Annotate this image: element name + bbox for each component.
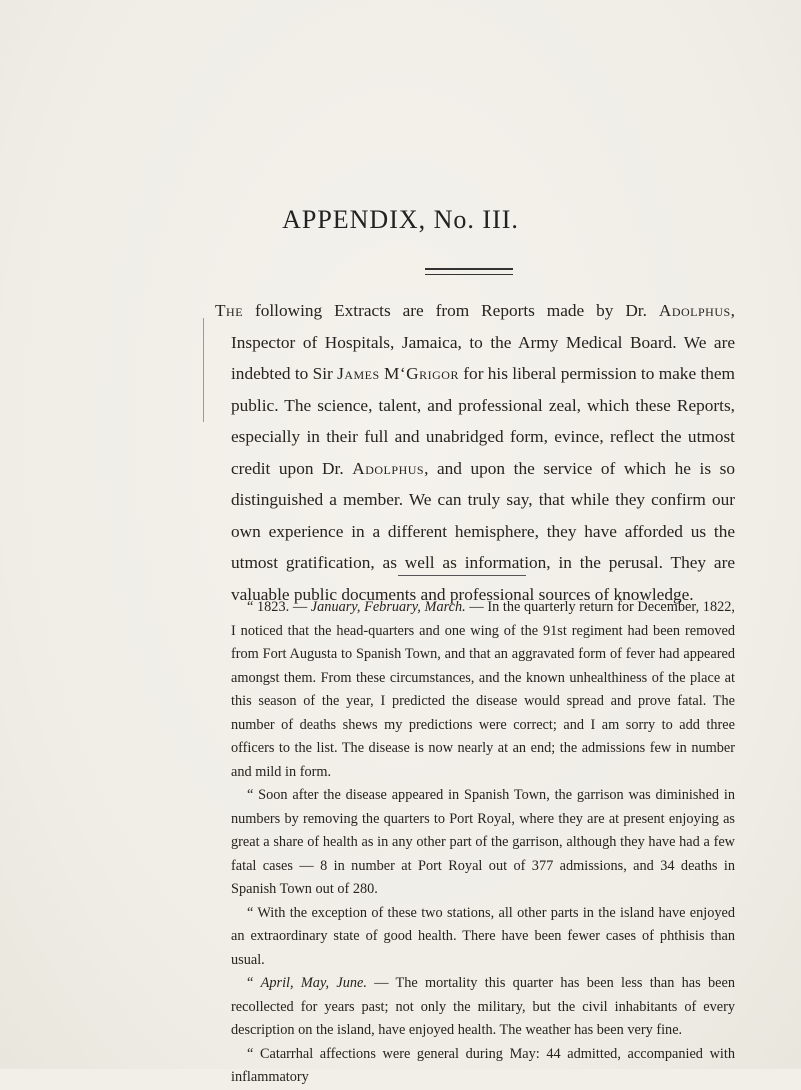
intro-paragraph — [215, 295, 736, 610]
quote-open-4: “ — [247, 975, 261, 991]
double-rule-divider — [425, 268, 513, 275]
section-divider — [398, 575, 526, 576]
extract-text-1: — In the quarterly return for December, 1822, I noticed that the head-quarters and one wing of the 91st regiment had been removed from Fort Augusta to Spanish Town, and that an aggravated form of fever had appeared amongst them. From these circumstances, and the known unhealthiness of the place at this season of the year, I predicted the disease would spread and prove fatal. The number of deaths shews my predictions were correct; and I am sorry to add three officers to the list. The disease is now nearly at an end; the admissions few in number and mild in form. — [231, 599, 735, 780]
name-adolphus: Adolphus — [658, 301, 731, 320]
months-apr-jun: April, May, June. — [260, 975, 367, 991]
months-jan-mar: January, February, March. — [310, 599, 466, 615]
intro-the: The — [215, 301, 244, 320]
report-extract — [231, 596, 735, 1090]
margin-bracket-mark — [203, 318, 209, 422]
name-mgrigor: M‘Grigor — [384, 364, 459, 383]
page-title: APPENDIX, No. III. — [282, 205, 519, 234]
intro-text-4: for his liberal permission to make them public. The science, talent, and professional zeal, which these Reports, especially in their full and unabridged form, evince, reflect the utmost credit upon Dr. — [231, 364, 735, 478]
name-adolphus-2: Adolphus — [352, 458, 425, 478]
name-james: James — [337, 364, 380, 383]
extract-text-4: — The mortality this quarter has been less than has been recollected for years past; not only the military, but the civil inhabitants of every description on the island, have enjoyed health. The weather has been very fine. — [231, 975, 735, 1038]
extract-paragraph-3: “ With the exception of these two stations, all other parts in the island have enjoyed an extraordinary state of good health. There have been fewer cases of phthisis than usual. — [231, 904, 735, 968]
extract-paragraph-5: “ Catarrhal affections were general during May: 44 admitted, accompanied with inflammatory — [231, 1045, 735, 1085]
intro-text-2: , Inspector of Hospitals, Jamaica, to the Army Medical Board. We are indebted to Sir — [231, 301, 735, 383]
intro-text-5: , and upon the service of which he is so distinguished a member. We can truly say, that while they confirm our own experience in a different hemisphere, they have afforded us the utmost gratification, as well as information, in the perusal. They are valuable public documents and professional sources of knowledge. — [231, 458, 736, 604]
intro-text-1: following Extracts are from Reports made by Dr. — [243, 301, 659, 320]
extract-paragraph-2: “ Soon after the disease appeared in Spanish Town, the garrison was diminished in numbers by removing the quarters to Port Royal, where they are at present enjoying as great a share of health as in any other part of the garrison, although they have had a few fatal cases — 8 in number at Port Royal out of 377 admissions, and 34 deaths in Spanish Town out of 280. — [231, 787, 735, 897]
extract-paragraph-1 — [231, 596, 735, 784]
quote-open-1: “ 1823. — — [247, 599, 311, 615]
extract-paragraph-4 — [231, 972, 735, 1043]
